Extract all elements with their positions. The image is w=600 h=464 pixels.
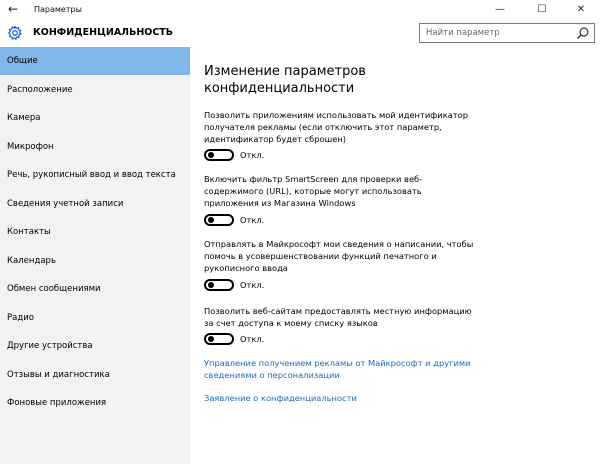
sidebar-item-location[interactable]: Расположение: [7, 84, 73, 95]
sidebar-item-camera[interactable]: Камера: [7, 113, 41, 123]
gear-icon: [7, 25, 23, 41]
section-heading: Изменение параметров конфиденциальности: [204, 64, 366, 96]
main-content: [190, 47, 600, 464]
sidebar-item-general[interactable]: Общие: [0, 47, 190, 75]
toggle-knob: [208, 217, 214, 223]
setting-language-list-description: Позволить веб-сайтам предоставлять местную информацию за счет доступа к моему списку языков: [204, 306, 472, 328]
smartscreen-state: Откл.: [240, 215, 265, 225]
toggle-knob: [208, 152, 214, 158]
smartscreen-toggle[interactable]: [204, 214, 234, 226]
page-title: КОНФИДЕНЦИАЛЬНОСТЬ: [33, 27, 174, 38]
language-list-state: Откл.: [240, 334, 265, 344]
sidebar-item-calendar[interactable]: Календарь: [7, 255, 56, 266]
search-input[interactable]: [419, 23, 595, 43]
privacy-statement-link[interactable]: Заявление о конфиденциальности: [204, 393, 357, 403]
sidebar-item-messaging[interactable]: Обмен сообщениями: [7, 284, 101, 294]
maximize-button[interactable]: ☐: [537, 4, 547, 15]
sidebar-item-contacts[interactable]: Контакты: [7, 227, 51, 237]
toggle-knob: [208, 282, 214, 288]
page-header: [0, 19, 600, 47]
sidebar-item-feedback[interactable]: Отзывы и диагностика: [7, 369, 110, 380]
search-placeholder: Найти параметр: [426, 28, 500, 38]
advertising-id-toggle[interactable]: [204, 149, 234, 161]
sidebar-item-background-apps[interactable]: Фоновые приложения: [7, 398, 107, 408]
minimize-button[interactable]: —: [495, 4, 505, 15]
language-list-toggle[interactable]: [204, 333, 234, 345]
toggle-knob: [208, 336, 214, 342]
sidebar-item-radio[interactable]: Радио: [7, 312, 34, 323]
sidebar-item-microphone[interactable]: Микрофон: [7, 141, 54, 152]
search-icon[interactable]: [576, 26, 590, 40]
sidebar-item-account-info[interactable]: Сведения учетной записи: [7, 198, 124, 209]
advertising-id-state: Откл.: [240, 150, 265, 160]
writing-info-state: Откл.: [240, 280, 265, 290]
setting-smartscreen-description: Включить фильтр SmartScreen для проверки веб-содержимого (URL), которые могут использовать приложения из Магазина Windows: [204, 174, 423, 208]
sidebar: [0, 47, 190, 464]
writing-info-toggle[interactable]: [204, 279, 234, 291]
setting-advertising-id-description: Позволить приложениям использовать мой идентификатор получателя рекламы (если отключить этот параметр, идентификатор будет сброшен): [204, 110, 468, 144]
close-button[interactable]: ✕: [576, 4, 586, 15]
setting-writing-info-description: Отправлять в Майкрософт мои сведения о написании, чтобы помочь в усовершенствовании функций печатного и рукописного ввода: [204, 239, 474, 273]
sidebar-item-speech[interactable]: Речь, рукописный ввод и ввод текста: [7, 170, 176, 180]
window-title: Параметры: [34, 5, 82, 14]
title-bar: [0, 0, 600, 19]
sidebar-item-other-devices[interactable]: Другие устройства: [7, 341, 93, 351]
ads-management-link[interactable]: Управление получением рекламы от Майкрософт и другими сведениями о персонализации: [204, 358, 471, 380]
back-arrow-icon[interactable]: ←: [7, 2, 19, 16]
